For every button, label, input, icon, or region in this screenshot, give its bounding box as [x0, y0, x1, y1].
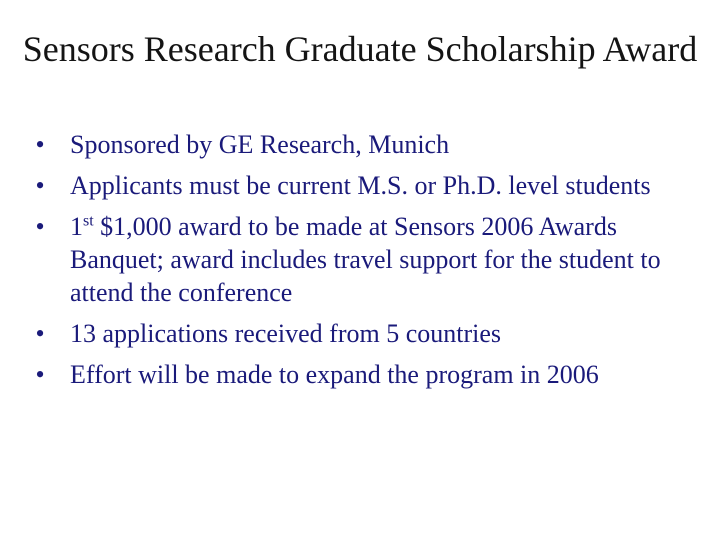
bullet-item-applications — [24, 317, 700, 350]
bullet-text: Sponsored by GE Research, Munich — [70, 130, 450, 159]
bullet-icon: • — [35, 212, 45, 241]
bullet-icon: • — [35, 171, 45, 200]
bullet-ordinal-suffix: st — [83, 212, 94, 230]
bullet-text: Applicants must be current M.S. or Ph.D. level students — [70, 171, 651, 200]
bullet-item-sponsor — [24, 128, 700, 161]
bullet-item-eligibility — [24, 169, 700, 202]
bullet-text: Effort will be made to expand the program in 2006 — [70, 360, 599, 389]
bullet-ordinal: 1 — [70, 212, 83, 241]
bullet-list — [24, 128, 700, 399]
bullet-icon: • — [35, 130, 45, 159]
bullet-icon: • — [35, 360, 45, 389]
bullet-icon: • — [35, 319, 45, 348]
bullet-text: 13 applications received from 5 countries — [70, 319, 502, 348]
slide-title: Sensors Research Graduate Scholarship Award — [22, 29, 698, 69]
bullet-item-award — [24, 210, 700, 309]
bullet-text: $1,000 award to be made at Sensors 2006 Awards Banquet; award includes travel support for the student to attend the conference — [70, 212, 661, 307]
bullet-item-expansion — [24, 358, 700, 391]
